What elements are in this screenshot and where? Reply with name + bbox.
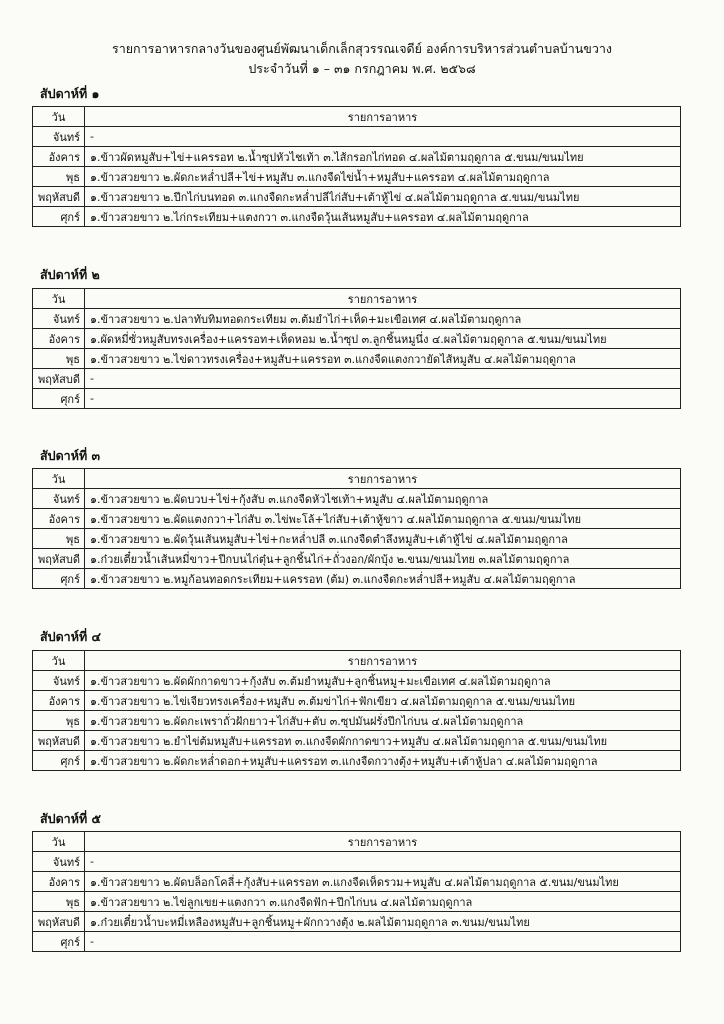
- menu-cell: ๑.ข้าวสวยขาว ๒.ผัดบล็อกโคลี่+กุ้งสับ+แครรอท ๓.แกงจืดเห็ดรวม+หมูสับ ๔.ผลไม้ตามฤดูกาล ๕.ขนม/ขนมไทย: [85, 872, 681, 892]
- day-cell: พฤหัสบดี: [33, 731, 85, 751]
- day-cell: พฤหัสบดี: [33, 187, 85, 207]
- day-cell: พุธ: [33, 167, 85, 187]
- menu-cell: ๑.ข้าวสวยขาว ๒.ยำไข่ต้มหมูสับ+แครรอท ๓.แกงจืดผักกาดขาว+หมูสับ ๔.ผลไม้ตามฤดูกาล ๕.ขนม/ขนมไทย: [85, 731, 681, 751]
- menu-cell: -: [85, 389, 681, 409]
- day-cell: อังคาร: [33, 147, 85, 167]
- table-row: [33, 892, 681, 912]
- table-header-row: [33, 651, 681, 671]
- table-header-row: [33, 289, 681, 309]
- table-row: [33, 309, 681, 329]
- week-2-table: [32, 288, 681, 409]
- menu-cell: ๑.ข้าวสวยขาว ๒.ผัดบวบ+ไข่+กุ้งสับ ๓.แกงจืดหัวไชเท้า+หมูสับ ๔.ผลไม้ตามฤดูกาล: [85, 489, 681, 509]
- week-1-table: [32, 106, 681, 227]
- day-cell: พฤหัสบดี: [33, 549, 85, 569]
- day-cell: จันทร์: [33, 309, 85, 329]
- menu-cell: ๑.ข้าวสวยขาว ๒.ผัดกะหล่ำดอก+หมูสับ+แครรอท ๓.แกงจืดกวางตุ้ง+หมูสับ+เต้าหู้ปลา ๔.ผลไม้ตามฤดูกาล: [85, 751, 681, 771]
- day-cell: อังคาร: [33, 691, 85, 711]
- menu-cell: ๑.ข้าวสวยขาว ๒.ไก่กระเทียม+แตงกวา ๓.แกงจืดวุ้นเส้นหมูสับ+แครรอท ๔.ผลไม้ตามฤดูกาล: [85, 207, 681, 227]
- document-date-range: ประจำวันที่ ๑ – ๓๑ กรกฎาคม พ.ศ. ๒๕๖๘: [248, 61, 476, 76]
- menu-cell: ๑.ข้าวสวยขาว ๒.ปีกไก่บนทอด ๓.แกงจืดกะหล่ำปลีไก่สับ+เต้าหู้ไข่ ๔.ผลไม้ตามฤดูกาล ๕.ขนม/ขนมไทย: [85, 187, 681, 207]
- menu-column-header: รายการอาหาร: [85, 469, 681, 489]
- table-row: [33, 489, 681, 509]
- week-2-label: สัปดาห์ที่ ๒: [40, 267, 100, 282]
- table-row: [33, 167, 681, 187]
- menu-cell: -: [85, 852, 681, 872]
- day-column-header: วัน: [33, 107, 85, 127]
- table-row: [33, 187, 681, 207]
- menu-cell: ๑.ข้าวสวยขาว ๒.ไข่ลูกเขย+แตงกวา ๓.แกงจืดฟัก+ปีกไก่บน ๔.ผลไม้ตามฤดูกาล: [85, 892, 681, 912]
- day-cell: อังคาร: [33, 329, 85, 349]
- menu-cell: ๑.ข้าวสวยขาว ๒.ผัดแตงกวา+ไก่สับ ๓.ไข่พะโล้+ไก่สับ+เต้าหู้ขาว ๔.ผลไม้ตามฤดูกาล ๕.ขนม/ขนมไทย: [85, 509, 681, 529]
- day-column-header: วัน: [33, 469, 85, 489]
- day-column-header: วัน: [33, 289, 85, 309]
- day-cell: พุธ: [33, 349, 85, 369]
- day-cell: ศุกร์: [33, 751, 85, 771]
- week-4-label: สัปดาห์ที่ ๔: [40, 629, 101, 644]
- day-cell: จันทร์: [33, 671, 85, 691]
- table-row: [33, 872, 681, 892]
- week-1-label: สัปดาห์ที่ ๑: [40, 86, 100, 101]
- table-row: [33, 932, 681, 952]
- table-row: [33, 369, 681, 389]
- table-row: [33, 912, 681, 932]
- day-cell: พุธ: [33, 711, 85, 731]
- menu-cell: ๑.ข้าวผัดหมูสับ+ไข่+แครรอท ๒.น้ำซุปหัวไชเท้า ๓.ไส้กรอกไก่ทอด ๔.ผลไม้ตามฤดูกาล ๕.ขนม/ขนมไทย: [85, 147, 681, 167]
- table-row: [33, 389, 681, 409]
- week-3-table: [32, 468, 681, 589]
- day-cell: พฤหัสบดี: [33, 912, 85, 932]
- table-row: [33, 127, 681, 147]
- table-row: [33, 569, 681, 589]
- table-row: [33, 549, 681, 569]
- table-row: [33, 852, 681, 872]
- menu-cell: -: [85, 127, 681, 147]
- table-row: [33, 349, 681, 369]
- menu-column-header: รายการอาหาร: [85, 651, 681, 671]
- day-cell: อังคาร: [33, 872, 85, 892]
- table-row: [33, 711, 681, 731]
- day-column-header: วัน: [33, 651, 85, 671]
- table-row: [33, 691, 681, 711]
- day-cell: อังคาร: [33, 509, 85, 529]
- menu-cell: ๑.ก๋วยเตี๋ยวน้ำบะหมี่เหลืองหมูสับ+ลูกชิ้นหมู+ผักกวางตุ้ง ๒.ผลไม้ตามฤดูกาล ๓.ขนม/ขนมไทย: [85, 912, 681, 932]
- menu-cell: ๑.ข้าวสวยขาว ๒.ผัดกะเพราถั่วฝักยาว+ไก่สับ+ตับ ๓.ซุปมันฝรั่งปีกไก่บน ๔.ผลไม้ตามฤดูกาล: [85, 711, 681, 731]
- table-row: [33, 671, 681, 691]
- day-cell: ศุกร์: [33, 932, 85, 952]
- day-cell: ศุกร์: [33, 569, 85, 589]
- menu-column-header: รายการอาหาร: [85, 832, 681, 852]
- day-cell: ศุกร์: [33, 389, 85, 409]
- menu-cell: ๑.ข้าวสวยขาว ๒.ผัดวุ้นเส้นหมูสับ+ไข่+กะหล่ำปลี ๓.แกงจืดตำลึงหมูสับ+เต้าหู้ไข่ ๔.ผลไม้ตามฤดูกาล: [85, 529, 681, 549]
- day-cell: พฤหัสบดี: [33, 369, 85, 389]
- menu-cell: ๑.ข้าวสวยขาว ๒.ไข่ดาวทรงเครื่อง+หมูสับ+แครรอท ๓.แกงจืดแตงกวายัดไส้หมูสับ ๔.ผลไม้ตามฤดูกาล: [85, 349, 681, 369]
- week-5-label: สัปดาห์ที่ ๕: [40, 811, 101, 826]
- menu-cell: ๑.ผัดหมี่ซั่วหมูสับทรงเครื่อง+แครรอท+เห็ดหอม ๒.น้ำซุป ๓.ลูกชิ้นหมูนึ่ง ๔.ผลไม้ตามฤดูกาล ๕.ขนม/ขนมไทย: [85, 329, 681, 349]
- menu-cell: -: [85, 932, 681, 952]
- table-header-row: [33, 107, 681, 127]
- day-cell: จันทร์: [33, 127, 85, 147]
- menu-cell: ๑.ข้าวสวยขาว ๒.ปลาทับทิมทอดกระเทียม ๓.ต้มยำไก่+เห็ด+มะเขือเทศ ๔.ผลไม้ตามฤดูกาล: [85, 309, 681, 329]
- menu-cell: ๑.ข้าวสวยขาว ๒.ไข่เจียวทรงเครื่อง+หมูสับ ๓.ต้มข่าไก่+ฟักเขียว ๔.ผลไม้ตามฤดูกาล ๕.ขนม/ขนมไทย: [85, 691, 681, 711]
- table-row: [33, 509, 681, 529]
- document-title: รายการอาหารกลางวันของศูนย์พัฒนาเด็กเล็กสุวรรณเจดีย์ องค์การบริหารส่วนตำบลบ้านขวาง: [112, 41, 612, 56]
- menu-column-header: รายการอาหาร: [85, 107, 681, 127]
- table-header-row: [33, 832, 681, 852]
- menu-cell: ๑.ข้าวสวยขาว ๒.ผัดผักกาดขาว+กุ้งสับ ๓.ต้มยำหมูสับ+ลูกชิ้นหมู+มะเขือเทศ ๔.ผลไม้ตามฤดูกาล: [85, 671, 681, 691]
- day-cell: จันทร์: [33, 852, 85, 872]
- week-4-table: [32, 650, 681, 771]
- table-row: [33, 147, 681, 167]
- day-cell: พุธ: [33, 892, 85, 912]
- menu-cell: ๑.ข้าวสวยขาว ๒.ผัดกะหล่ำปลี+ไข่+หมูสับ ๓.แกงจืดไข่น้ำ+หมูสับ+แครรอท ๔.ผลไม้ตามฤดูกาล: [85, 167, 681, 187]
- day-column-header: วัน: [33, 832, 85, 852]
- day-cell: พุธ: [33, 529, 85, 549]
- menu-cell: ๑.ก๋วยเตี๋ยวน้ำเส้นหมี่ขาว+ปีกบนไก่ตุ๋น+ลูกชิ้นไก่+ถั่วงอก/ผักบุ้ง ๒.ขนม/ขนมไทย ๓.ผลไม้ตามฤดูกาล: [85, 549, 681, 569]
- table-row: [33, 751, 681, 771]
- table-row: [33, 207, 681, 227]
- table-row: [33, 731, 681, 751]
- day-cell: ศุกร์: [33, 207, 85, 227]
- week-3-label: สัปดาห์ที่ ๓: [40, 448, 101, 463]
- table-row: [33, 529, 681, 549]
- menu-cell: -: [85, 369, 681, 389]
- week-5-table: [32, 831, 681, 952]
- table-header-row: [33, 469, 681, 489]
- table-row: [33, 329, 681, 349]
- day-cell: จันทร์: [33, 489, 85, 509]
- menu-column-header: รายการอาหาร: [85, 289, 681, 309]
- menu-cell: ๑.ข้าวสวยขาว ๒.หมูก้อนทอดกระเทียม+แครรอท (ต้ม) ๓.แกงจืดกะหล่ำปลี+หมูสับ ๔.ผลไม้ตามฤดูกาล: [85, 569, 681, 589]
